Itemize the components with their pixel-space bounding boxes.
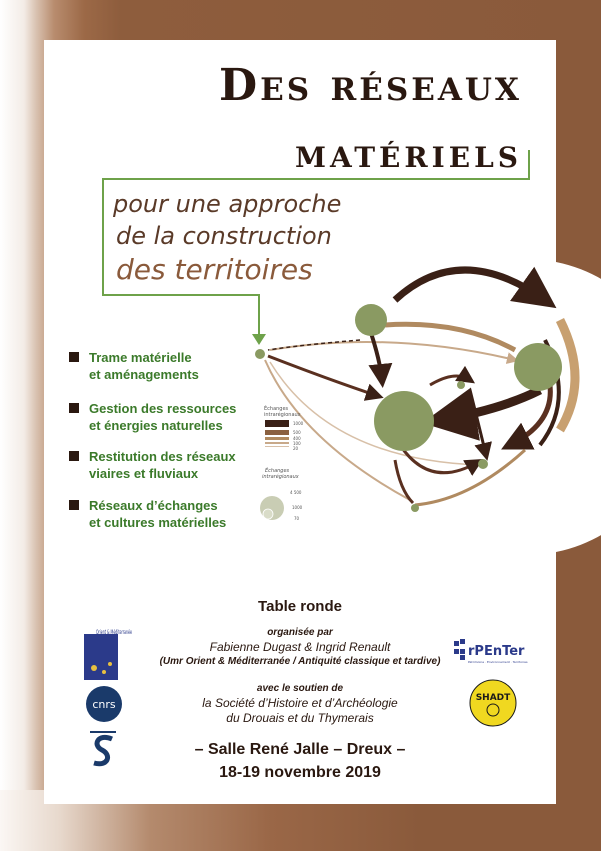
society: la Société d’Histoire et d’Archéologie du Drouais et du Thymerais — [202, 696, 398, 725]
flow-arrow — [268, 356, 378, 396]
cnrs-logo — [84, 684, 126, 724]
subtitle-line-1: pour une approche — [113, 190, 342, 218]
flow-arrow — [395, 270, 545, 300]
cnrs-text: cnrs — [92, 698, 116, 711]
legend-tick: 500 — [293, 430, 301, 435]
theme-2: Gestion des ressources et énergies naturelles — [89, 401, 237, 433]
sorbonne-logo — [88, 727, 120, 773]
repenter-text: rPEnTer — [468, 644, 525, 659]
orient-mediterranee-logo — [84, 628, 134, 680]
legend-title-2b: intrarégionaux — [262, 474, 299, 480]
event-type: Table ronde — [258, 598, 342, 615]
legend-swatch — [265, 442, 289, 444]
theme-3: Restitution des réseaux viaires et fluviaux — [89, 449, 236, 481]
legend-tick: 70 — [294, 516, 300, 521]
flow-arrow — [560, 320, 575, 430]
repenter-logo — [452, 637, 558, 667]
flow-arrow — [385, 324, 515, 350]
legend-swatch — [265, 446, 289, 447]
legend-tick: 1000 — [292, 505, 303, 510]
legend-swatch — [265, 437, 289, 440]
legend-tick: 1000 — [293, 421, 304, 426]
affiliation: (Umr Orient & Méditerranée / Antiquité classique et tardive) — [159, 656, 441, 667]
dates: 18-19 novembre 2019 — [219, 764, 381, 781]
legend-tick: 20 — [293, 446, 299, 451]
legend-tick: 4 500 — [290, 490, 302, 495]
venue: – Salle René Jalle – Dreux – — [194, 741, 406, 758]
theme-1: Trame matérielle et aménagements — [89, 350, 199, 382]
title-line-2: matériels — [295, 130, 522, 177]
node — [355, 304, 387, 336]
node — [374, 391, 434, 451]
flow-arrow — [270, 342, 515, 360]
theme-4: Réseaux d’échanges et cultures matérielles — [89, 498, 227, 530]
legend-swatch — [265, 430, 289, 435]
orient-logo-text: Orient & Méditerranée — [96, 629, 133, 636]
legend-swatch — [265, 420, 289, 427]
subtitle-line-2: de la construction — [116, 222, 332, 250]
node — [478, 459, 488, 469]
support-intro: avec le soutien de — [256, 683, 344, 694]
legend-tick: 100 — [293, 441, 301, 446]
node — [514, 343, 562, 391]
node — [411, 504, 419, 512]
organized-by: organisée par — [267, 627, 333, 638]
repenter-sub: Patrimoine · Environnement · Territoires — [468, 660, 528, 664]
subtitle-line-3: des territoires — [116, 253, 313, 286]
legend-circle — [263, 509, 273, 519]
flow-arrow — [440, 390, 540, 420]
node — [255, 349, 265, 359]
legend-tick: 400 — [293, 436, 301, 441]
node — [457, 381, 465, 389]
legend-title-1: Échanges — [264, 406, 289, 412]
flow-arrow — [370, 330, 382, 380]
flow-arrow — [470, 390, 486, 455]
shadt-logo — [468, 678, 518, 728]
legend-title-2: Échanges — [265, 468, 290, 474]
shadt-text: SHADT — [475, 693, 511, 703]
legend-title-1b: intrarégionaux — [264, 412, 301, 418]
title-line-1: Des réseaux — [218, 60, 522, 111]
organizers: Fabienne Dugast & Ingrid Renault — [209, 640, 391, 654]
flow-arrow — [415, 450, 525, 505]
